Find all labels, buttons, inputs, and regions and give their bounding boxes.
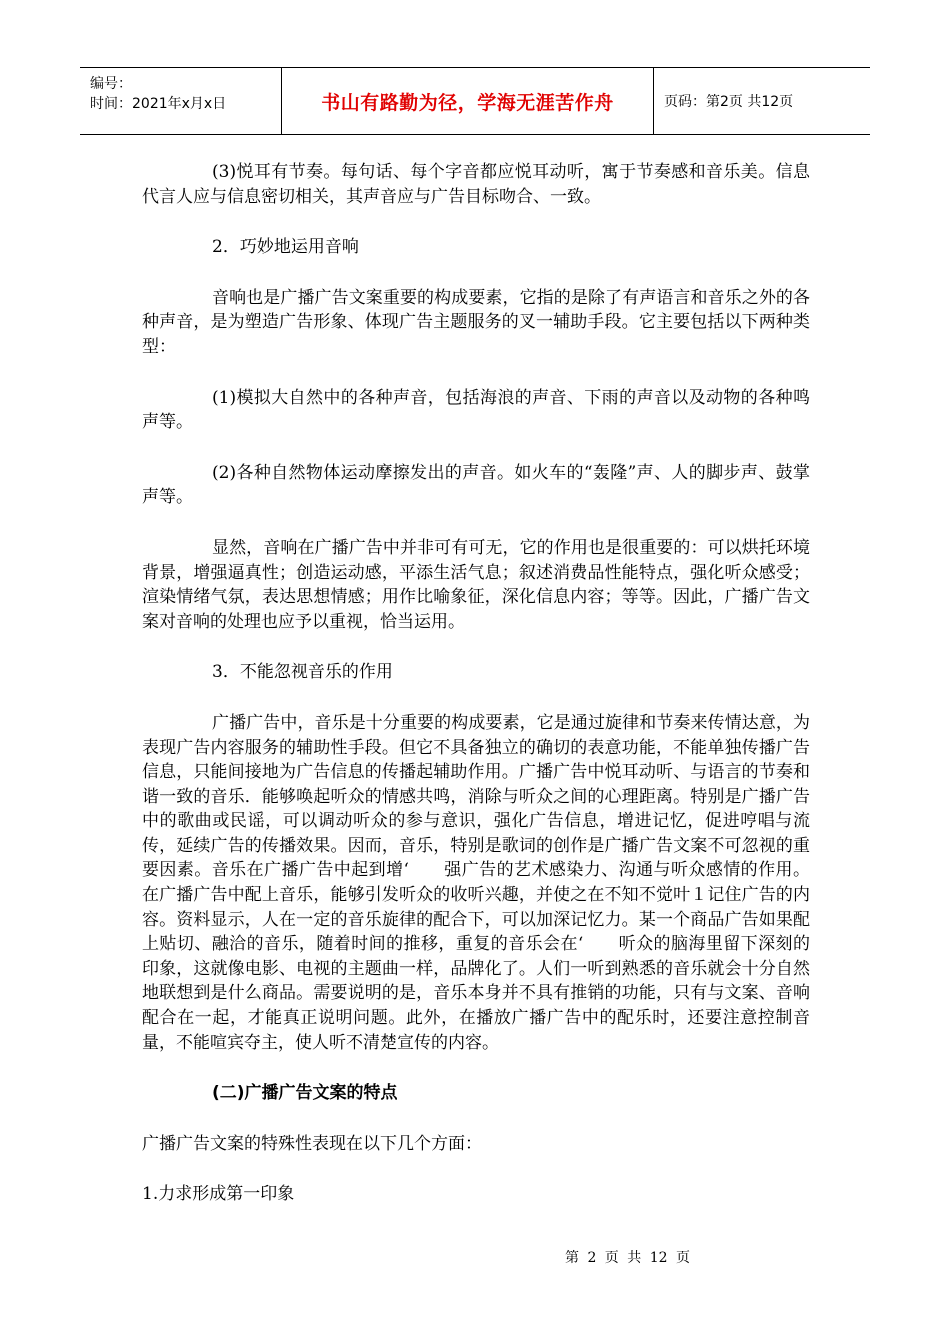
paragraph-features-intro: 广播广告文案的特殊性表现在以下几个方面： [142, 1133, 482, 1154]
page-footer: 第 2 页 共 12 页 [565, 1250, 690, 1266]
document-date: 时间：2021年x月x日 [90, 96, 227, 112]
header-motto: 书山有路勤为径，学海无涯苦作舟 [282, 68, 654, 134]
section-heading-sound-effects: 2．巧妙地运用音响 [212, 237, 359, 258]
document-number-label: 编号： [90, 76, 132, 92]
header-page-info: 页码：第2页 共12页 [664, 94, 794, 110]
section-heading-music: 3．不能忽视音乐的作用 [212, 662, 393, 683]
subsection-heading-features: (二)广播广告文案的特点 [212, 1083, 398, 1104]
document-body [142, 160, 810, 1207]
paragraph-object-sounds: (2)各种自然物体运动摩擦发出的声音。如火车的“轰隆”声、人的脚步声、鼓掌声等。 [142, 462, 810, 508]
header-meta-cell [80, 68, 282, 134]
paragraph-sound-definition: 音响也是广播广告文案重要的构成要素，它指的是除了有声语言和音乐之外的各种声音，是为塑造广告形象、体现广告主题服务的叉一辅助手段。它主要包括以下两种类型： [142, 287, 810, 357]
paragraph-nature-sounds: (1)模拟大自然中的各种声音，包括海浪的声音、下雨的声音以及动物的各种鸣声等。 [142, 387, 810, 433]
paragraph-pleasant-rhythm: (3)悦耳有节奏。每句话、每个字音都应悦耳动听，寓于节奏感和音乐美。信息代言人应与信息密切相关，其声音应与广告目标吻合、一致。 [142, 162, 810, 207]
paragraph-sound-importance: 显然，音响在广播广告中并非可有可无，它的作用也是很重要的：可以烘托环境背景，增强逼真性；创造运动感，平添生活气息；叙述消费品性能特点，强化听众感受；渲染情绪气氛，表达思想情感；用作比喻象征，深化信息内容；等等。因此，广播广告文案对音响的处理也应予以重视，恰当运用。 [142, 537, 810, 632]
paragraph-music-role: 广播广告中，音乐是十分重要的构成要素，它是通过旋律和节奏来传情达意，为表现广告内容服务的辅助性手段。但它不具备独立的确切的表意功能，不能单独传播广告信息，只能间接地为广告信息的传播起辅助作用。广播广告中悦耳动听、与语言的节奏和谐一致的音乐．能够唤起听众的情感共鸣，消除与听众之间的心理距离。特别是广播广告中的歌曲或民谣，可以调动听众的参与意识，强化广告信息，增进记忆，促进哼唱与流传，延续广告的传播效果。因而，音乐，特别是歌词的创作是广播广告文案不可忽视的重要因素。音乐在广播广告中起到增‘ 强广告的艺术感染力、沟通与听众感情的作用。在广播广告中配上音乐，能够引发听众的收听兴趣，并使之在不知不觉叶１记住广告的内容。资料显示，人在一定的音乐旋律的配合下，可以加深记忆力。某一个商品广告如果配上贴切、融洽的音乐，随着时间的推移，重复的音乐会在‘ 听众的脑海里留下深刻的印象，这就像电影、电视的主题曲一样，品牌化了。人们一听到熟悉的音乐就会十分自然地联想到是什么商品。需要说明的是，音乐本身并不具有推销的功能，只有与文案、音响配合在一起，才能真正说明问题。此外，在播放广播广告中的配乐时，还要注意控制音量，不能喧宾夺主，使人听不清楚宣传的内容。 [142, 712, 810, 1053]
list-item-first-impression: 1.力求形成第一印象 [142, 1184, 295, 1205]
page-header [80, 67, 870, 135]
